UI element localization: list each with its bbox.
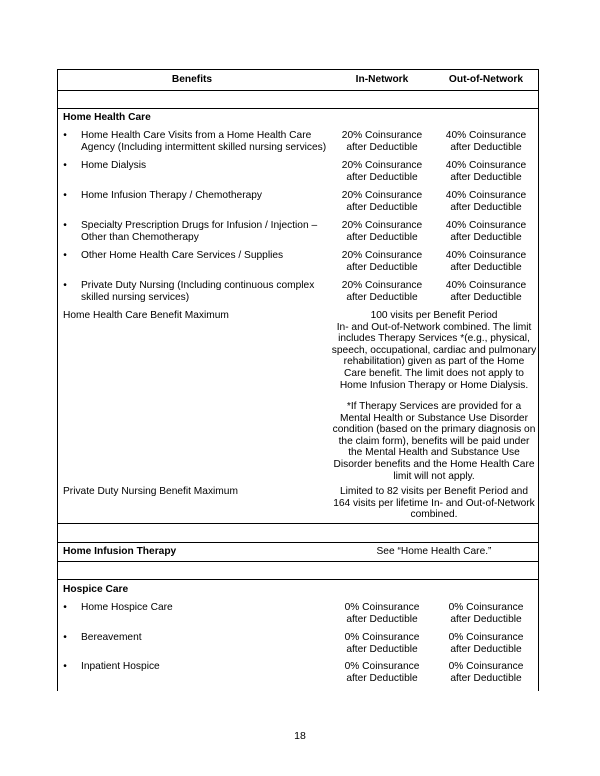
text-line: 40% Coinsurance — [445, 130, 527, 141]
page-number: 18 — [294, 730, 306, 742]
benefit-item-label — [81, 661, 331, 673]
text-line: after Deductible — [450, 643, 522, 655]
bullet-icon: • — [63, 130, 67, 141]
text-line: skilled nursing services) — [81, 291, 190, 303]
text-line: 20% Coinsurance — [341, 220, 423, 231]
in-network-cost — [330, 250, 434, 273]
benefit-item-label — [81, 130, 331, 153]
out-of-network-cost — [434, 632, 538, 655]
text-line: Agency (Including intermittent skilled nursing services) — [81, 141, 327, 153]
text-line: combined. — [410, 509, 458, 521]
out-of-network-cost — [434, 661, 538, 684]
bullet-icon: • — [63, 632, 67, 643]
bullet-icon: • — [63, 220, 67, 231]
bullet-icon: • — [63, 661, 67, 672]
text-line: after Deductible — [450, 141, 522, 153]
column-header-benefits: Benefits — [171, 74, 213, 85]
text-line: 40% Coinsurance — [445, 220, 527, 231]
table-divider — [57, 579, 539, 580]
benefit-item-label — [81, 160, 331, 172]
text-line: Home Health Care Visits from a Home Health Care — [81, 130, 312, 141]
text-line: 20% Coinsurance — [341, 250, 423, 261]
bullet-icon: • — [63, 250, 67, 261]
section-title-home-infusion-therapy: Home Infusion Therapy — [63, 546, 177, 557]
text-line: 0% Coinsurance — [344, 602, 420, 613]
text-line: Home Hospice Care — [81, 602, 173, 613]
text-line: the Mental Health and Substance Use — [348, 447, 520, 459]
bullet-icon: • — [63, 190, 67, 201]
home-health-benefit-maximum-text — [330, 310, 538, 391]
home-health-benefit-maximum-label: Home Health Care Benefit Maximum — [63, 310, 229, 321]
text-line: after Deductible — [346, 231, 418, 243]
text-line: 40% Coinsurance — [445, 160, 527, 171]
out-of-network-cost — [434, 602, 538, 625]
text-line: after Deductible — [346, 261, 418, 273]
bullet-icon: • — [63, 160, 67, 171]
text-line: condition (based on the primary diagnosis on — [332, 424, 536, 436]
text-line: Other Home Health Care Services / Supplies — [81, 250, 284, 261]
text-line: after Deductible — [346, 201, 418, 213]
home-infusion-therapy-text: See “Home Health Care.” — [376, 546, 492, 557]
benefit-item-label — [81, 602, 331, 614]
text-line: 0% Coinsurance — [344, 632, 420, 643]
column-header-in-network: In-Network — [355, 74, 409, 85]
text-line: after Deductible — [346, 291, 418, 303]
text-line: Bereavement — [81, 632, 142, 643]
benefit-item-label — [81, 280, 331, 303]
benefit-item-label — [81, 190, 331, 202]
benefit-item-label — [81, 220, 331, 243]
text-line: after Deductible — [450, 231, 522, 243]
text-line: 20% Coinsurance — [341, 190, 423, 201]
text-line: Home Infusion Therapy or Home Dialysis. — [339, 379, 529, 391]
text-line: the claim form), benefits will be paid under — [338, 435, 530, 447]
in-network-cost — [330, 130, 434, 153]
in-network-cost — [330, 632, 434, 655]
text-line: 0% Coinsurance — [448, 632, 524, 643]
bullet-icon: • — [63, 602, 67, 613]
text-line: Specialty Prescription Drugs for Infusion / Injection – — [81, 220, 318, 231]
text-line: In- and Out-of-Network combined. The limit — [336, 321, 532, 333]
in-network-cost — [330, 190, 434, 213]
text-line: 40% Coinsurance — [445, 280, 527, 291]
text-line: after Deductible — [346, 672, 418, 684]
out-of-network-cost — [434, 280, 538, 303]
out-of-network-cost — [434, 250, 538, 273]
text-line: Other than Chemotherapy — [81, 231, 199, 243]
text-line: 164 visits per lifetime In- and Out-of-Network — [333, 497, 535, 509]
table-divider — [57, 561, 539, 562]
text-line: Home Infusion Therapy / Chemotherapy — [81, 190, 263, 201]
text-line: after Deductible — [450, 291, 522, 303]
column-header-out-of-network: Out-of-Network — [448, 74, 524, 85]
text-line: 20% Coinsurance — [341, 280, 423, 291]
in-network-cost — [330, 280, 434, 303]
section-title-home-health-care: Home Health Care — [63, 112, 151, 123]
table-divider — [57, 108, 539, 109]
text-line: rehabilitation) given as part of the Home — [343, 356, 525, 368]
table-divider — [57, 90, 539, 91]
section-title-hospice-care: Hospice Care — [63, 584, 129, 595]
text-line: limit will not apply. — [393, 470, 475, 482]
text-line: after Deductible — [450, 201, 522, 213]
in-network-cost — [330, 160, 434, 183]
text-line: 20% Coinsurance — [341, 160, 423, 171]
out-of-network-cost — [434, 160, 538, 183]
in-network-cost — [330, 661, 434, 684]
in-network-cost — [330, 602, 434, 625]
text-line: after Deductible — [346, 171, 418, 183]
text-line: Disorder benefits and the Home Health Care — [333, 458, 535, 470]
therapy-services-note — [330, 401, 538, 482]
text-line: after Deductible — [450, 613, 522, 625]
text-line: after Deductible — [450, 261, 522, 273]
text-line: 0% Coinsurance — [448, 661, 524, 672]
text-line: 40% Coinsurance — [445, 190, 527, 201]
text-line: after Deductible — [346, 643, 418, 655]
text-line: includes Therapy Services *(e.g., physical, — [338, 333, 530, 345]
text-line: after Deductible — [346, 141, 418, 153]
text-line: after Deductible — [450, 672, 522, 684]
benefit-item-label — [81, 632, 331, 644]
text-line: after Deductible — [450, 171, 522, 183]
in-network-cost — [330, 220, 434, 243]
text-line: Mental Health or Substance Use Disorder — [340, 412, 528, 424]
text-line: 0% Coinsurance — [344, 661, 420, 672]
out-of-network-cost — [434, 130, 538, 153]
bullet-icon: • — [63, 280, 67, 291]
text-line: 100 visits per Benefit Period — [370, 310, 498, 321]
text-line: Home Dialysis — [81, 160, 147, 171]
text-line: 20% Coinsurance — [341, 130, 423, 141]
table-divider — [57, 523, 539, 524]
private-duty-nursing-maximum-label: Private Duty Nursing Benefit Maximum — [63, 486, 238, 497]
benefit-item-label — [81, 250, 331, 262]
text-line: Limited to 82 visits per Benefit Period and — [339, 486, 528, 497]
text-line: Private Duty Nursing (Including continuous complex — [81, 280, 315, 291]
text-line: Care benefit. The limit does not apply to — [344, 367, 524, 379]
out-of-network-cost — [434, 190, 538, 213]
text-line: after Deductible — [346, 613, 418, 625]
text-line: speech, occupational, cardiac and pulmonary — [331, 344, 537, 356]
text-line: *If Therapy Services are provided for a — [346, 401, 522, 412]
text-line: 40% Coinsurance — [445, 250, 527, 261]
out-of-network-cost — [434, 220, 538, 243]
text-line: 0% Coinsurance — [448, 602, 524, 613]
private-duty-nursing-maximum-text — [330, 486, 538, 521]
text-line: Inpatient Hospice — [81, 661, 160, 672]
table-divider — [57, 542, 539, 543]
